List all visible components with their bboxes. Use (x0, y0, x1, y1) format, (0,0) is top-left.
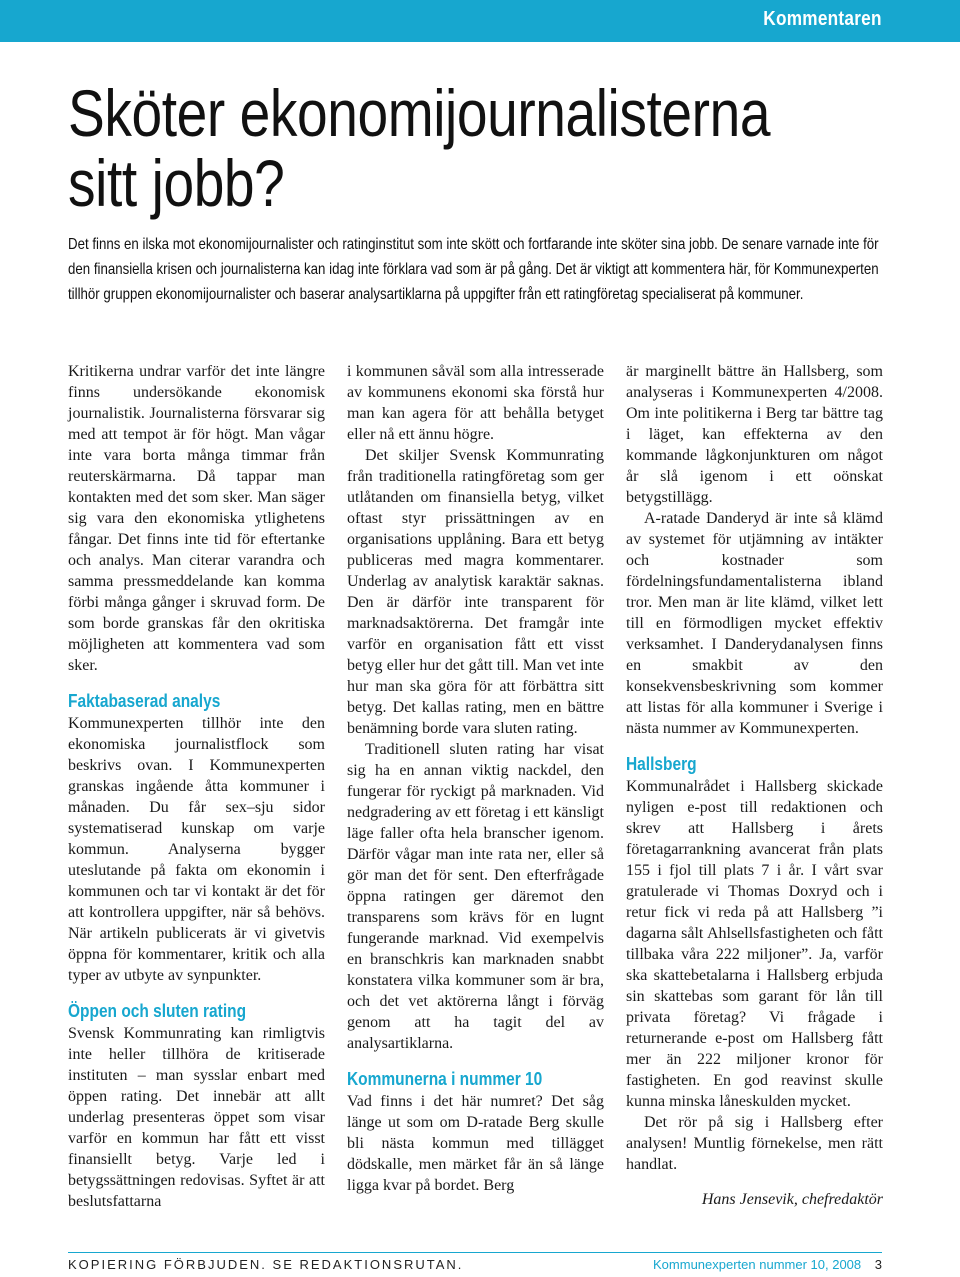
article-headline (68, 78, 903, 218)
top-color-bar (0, 0, 960, 42)
col3-paragraph: A-ratade Danderyd är inte så klämd av systemet för utjämning av intäkter och kostnader som fördelningsfundamentalisterna ibland tror. Men man är lite klämd, vilket lett till en förmodligen mycket effektiv verksamhet. I Danderydanalysen finns en smakbit av den konsekvensbeskrivning som kommer att listas för alla kommuner i Sverige i nästa nummer av Kommunexperten. (626, 510, 883, 737)
article-lead: Det finns en ilska mot ekonomijournalister och ratinginstitut som inte skött och fortfarande inte sköter sina jobb. De senare varnade inte för den finansiella krisen och journalisterna kan idag inte förklara vad som är på gång. Det är viktigt att kommentera här, för Kommunexperten tillhör gruppen ekonomijournalister och baserar analysartiklarna på uppgifter från ett ratingföretag specialiserat på kommuner. (68, 236, 879, 303)
col3-paragraph: Det rör på sig i Hallsberg efter analysen! Muntlig förnekelse, men rätt handlat. (626, 1114, 883, 1173)
col3-paragraph: Kommunalrådet i Hallsberg skickade nyligen e-post till redaktionen och skrev att Hallsberg i årets företagarrankning avancerat från plats 155 i fjol till plats 7 i år. I vårt svar gratulerade vi Thomas Doxryd och i retur fick vi reda på att Hallsberg ”i dagarna sålt Ahlsellsfastigheten och fått tillbaka våra 222 miljoner”. Ja, varför ska skattebetalarna i Hallsberg erbjuda sin skattebas som garant för lån till privata företag? Vi frågade i returnerande e-post om Hallsberg fått mer än 222 miljoner kronor för fastigheten. En god reavinst skulle kunna minska låneskulden mycket. (626, 778, 883, 1110)
subheading-hallsberg: Hallsberg (626, 754, 697, 774)
column-3 (626, 361, 883, 1210)
subheading-kommunerna: Kommunerna i nummer 10 (347, 1069, 543, 1089)
headline-line-2: sitt jobb? (68, 146, 285, 220)
subheading-oppen-sluten: Öppen och sluten rating (68, 1001, 247, 1021)
col1-paragraph: Kritikerna undrar varför det inte längre finns undersökande ekonomisk journalistik. Journalisterna försvarar sig med att tempot är för högt. Man vågar inte vara borta många timmar från reuterskärmarna. Då tappar man kontakten med det som sker. Man säger sig vara den ekonomiska ytlighetens fångar. Det finns inte tid för eftertanke och analys. Man citerar varandra och samma pressmeddelande kan komma förbi många gånger i skruvad form. De som borde granskas får den okritiska möjligheten att kommentera vad som sker. (68, 363, 325, 674)
col1-paragraph: Svensk Kommunrating kan rimligtvis inte heller tillhöra de kritiserade instituten – man sysslar enbart med öppen rating. Det innebär att allt underlag presenteras öppet som visar varför en kommun har fått ett visst finansiellt betyg. Varje led i betygssättningen redovisas. Syftet är att beslutsfattarna (68, 1025, 325, 1210)
col2-paragraph: Vad finns i det här numret? Det såg länge ut som om D-ratade Berg skulle bli nästa kommun med tillägget dödskalle, men märket får än så länge ligga kvar på bordet. Berg (347, 1093, 604, 1194)
author-signature: Hans Jensevik, chefredaktör (701, 1191, 883, 1208)
section-label: Kommentaren (763, 8, 882, 30)
footer-divider (68, 1252, 882, 1253)
footer-copy-notice: KOPIERING FÖRBJUDEN. SE REDAKTIONSRUTAN. (68, 1257, 464, 1272)
headline-line-1: Sköter ekonomijournalisterna (68, 76, 771, 150)
footer-publication: Kommunexperten nummer 10, 2008 (653, 1257, 862, 1272)
page-number: 3 (874, 1257, 882, 1272)
column-1 (68, 361, 325, 1212)
col2-paragraph: Det skiljer Svensk Kommunrating från traditionella ratingföretag som ger utlåtanden om finansiella betyg, vilket oftast styr prissättningen av en organisations upplåning. Bara ett betyg publiceras med magra kommentarer. Underlag av analytisk karaktär saknas. Den är därför inte transparent för marknadsaktörerna. Det framgår inte varför en organisation fått ett visst betyg eller hur det gått till. Man vet inte hur man ska göra för att förbättra sitt betyg. Det kallas rating, men en bättre benämning borde vara sluten rating. (347, 447, 604, 737)
col2-paragraph: Traditionell sluten rating har visat sig ha en annan viktig nackdel, den fungerar för ryckigt på marknaden. Vid nedgradering av ett företag i ett känsligt läge faller ofta hela branscher igenom. Därför vågar man inte rata ner, eller så gör man det för sent. Den efterfrågade öppna ratingen ger däremot den transparens som krävs för en lugnt fungerande marknad. Vid exempelvis en branschkris kan marknaden snabbt konstatera vilka kommuner som är bra, och det vet aktörerna långt i förväg genom att ha tagit del av analysartiklarna. (347, 741, 604, 1052)
col1-paragraph: Kommunexperten tillhör inte den ekonomiska journalistflock som beskrivs ovan. I Kommunexperten granskas ingående åtta kommuner i månaden. Du får sex–sju sidor systematiserad kunskap om varje kommun. Analyserna bygger uteslutande på fakta om ekonomin i kommunen och tar vi kontakt är det för att kontrollera uppgifter, när så behövs. När artikeln publicerats är vi givetvis öppna för kommentarer, kritik och alla typer av utbyte av synpunkter. (68, 715, 325, 984)
footer-publication-info (653, 1257, 882, 1272)
subheading-faktabaserad: Faktabaserad analys (68, 691, 221, 711)
col3-paragraph: är marginellt bättre än Hallsberg, som analyseras i Kommunexperten 4/2008. Om inte politikerna i Berg tar bättre tag i läget, kan effekterna av den kommande lågkonjunkturen om något år slå igenom i ett oönskat betygstillägg. (626, 363, 883, 506)
col2-paragraph: i kommunen såväl som alla intresserade av kommunens ekonomi ska förstå hur man kan agera för att behålla betyget eller nå ett ännu högre. (347, 363, 604, 443)
column-2 (347, 361, 604, 1196)
